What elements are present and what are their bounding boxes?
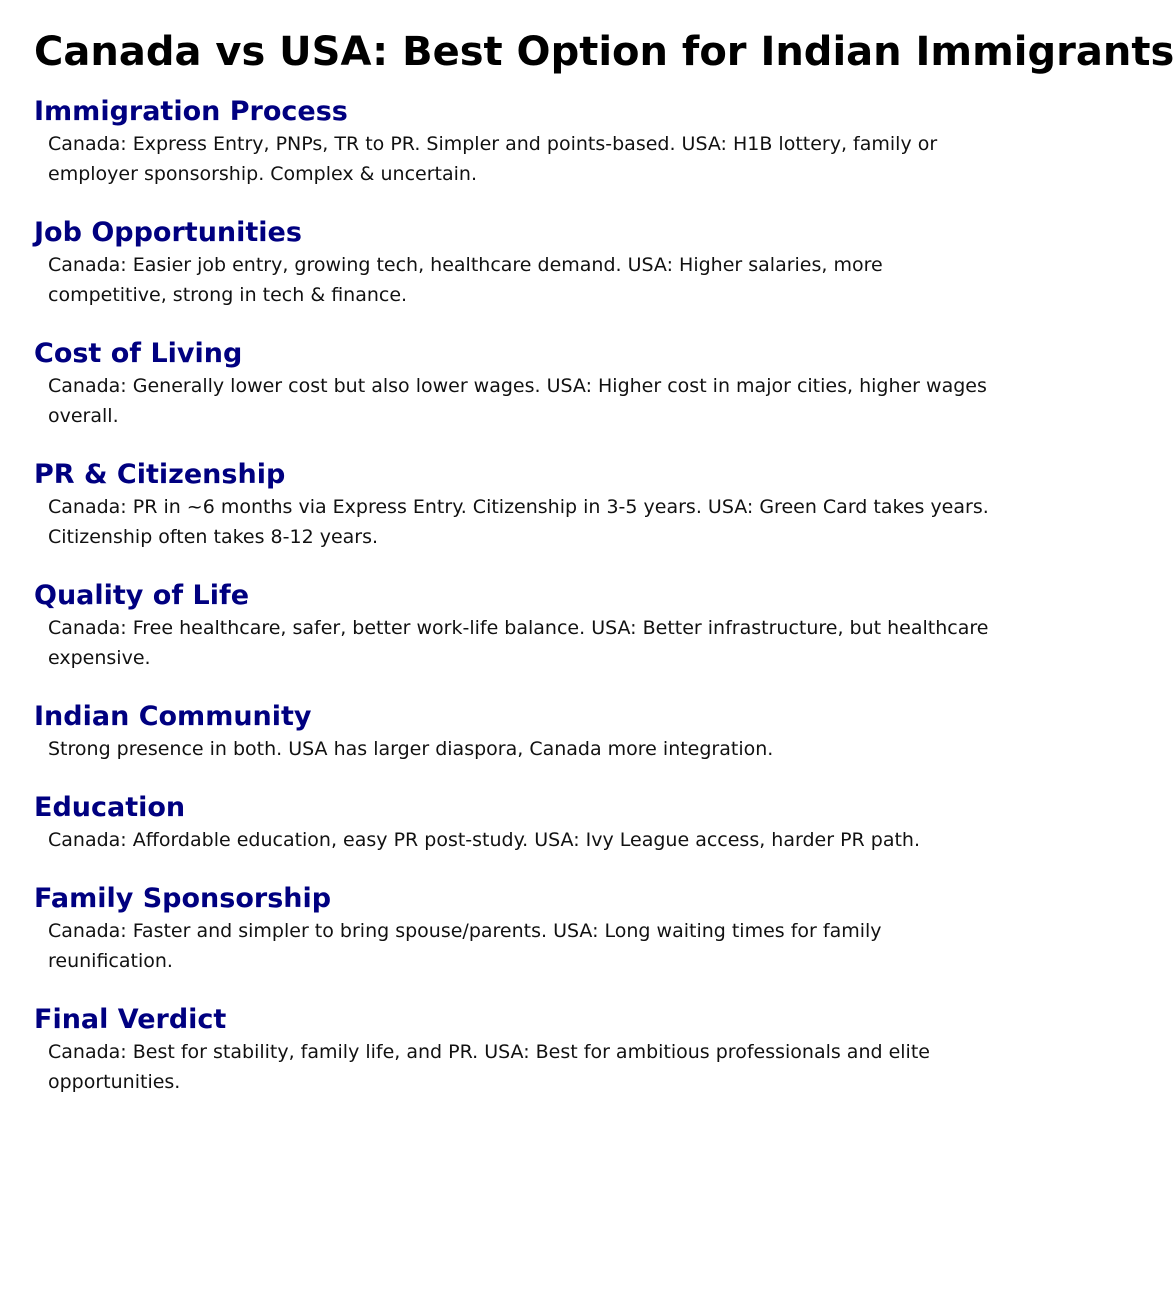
section-cost-of-living [34,337,1024,431]
section-body: Canada: Express Entry, PNPs, TR to PR. Simpler and points-based. USA: H1B lottery, family or employer sponsorship. Complex & uncertain. [48,133,938,185]
section-body: Canada: Free healthcare, safer, better work-life balance. USA: Better infrastructure, but healthcare expensive. [48,617,989,669]
section-body: Canada: Best for stability, family life, and PR. USA: Best for ambitious professionals and elite opportunities. [48,1041,930,1093]
section-body: Canada: Faster and simpler to bring spouse/parents. USA: Long waiting times for family reunification. [48,920,882,972]
section-job-opportunities [34,216,1024,310]
section-education [34,791,1024,855]
section-family-sponsorship [34,882,1024,976]
document-page [34,26,1174,1097]
section-heading: Job Opportunities [34,217,302,248]
section-heading: Final Verdict [34,1004,227,1035]
section-heading: Cost of Living [34,338,243,369]
section-heading: Education [34,792,186,823]
section-heading: Family Sponsorship [34,883,332,914]
section-body: Strong presence in both. USA has larger diaspora, Canada more integration. [48,738,774,760]
section-body: Canada: Affordable education, easy PR post-study. USA: Ivy League access, harder PR path. [48,829,920,851]
page-title: Canada vs USA: Best Option for Indian Immigrants [34,29,1174,75]
section-body: Canada: Generally lower cost but also lower wages. USA: Higher cost in major cities, higher wages overall. [48,375,987,427]
section-heading: Immigration Process [34,96,348,127]
section-heading: Indian Community [34,701,312,732]
section-pr-citizenship [34,458,1024,552]
section-final-verdict [34,1003,1024,1097]
section-quality-of-life [34,579,1024,673]
section-body: Canada: Easier job entry, growing tech, healthcare demand. USA: Higher salaries, more competitive, strong in tech & finance. [48,254,883,306]
section-body: Canada: PR in ~6 months via Express Entry. Citizenship in 3-5 years. USA: Green Card takes years. Citizenship often takes 8-12 years. [48,496,989,548]
section-indian-community [34,700,1024,764]
section-heading: Quality of Life [34,580,250,611]
section-immigration-process [34,95,1024,189]
section-heading: PR & Citizenship [34,459,286,490]
